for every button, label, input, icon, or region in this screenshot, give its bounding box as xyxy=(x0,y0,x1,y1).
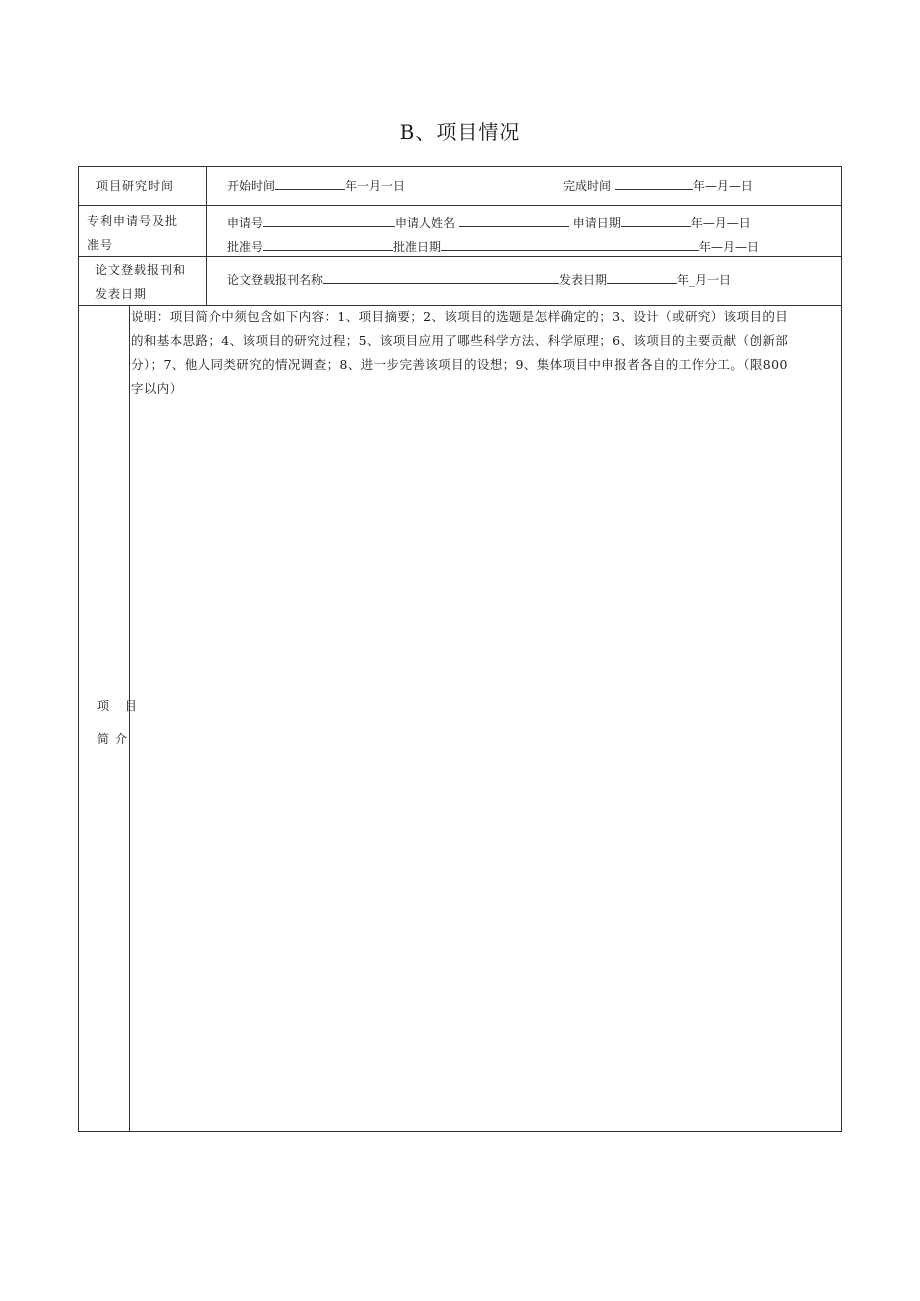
intro-column-divider xyxy=(129,305,130,1131)
application-no-label: 申请号 xyxy=(227,216,264,230)
page-title: B、项目情况 xyxy=(399,120,521,144)
label-column-divider xyxy=(206,167,207,305)
approval-date-blank[interactable] xyxy=(441,237,699,251)
end-time-suffix: 年—月—日 xyxy=(692,179,753,193)
application-date-label: 申请日期 xyxy=(572,216,621,230)
description-line-2: 的和基本思路；4、该项目的研究过程；5、该项目应用了哪些科学方法、科学原理；6、该项目的主要贡献（创新部 xyxy=(131,333,789,348)
patent-label-line2: 准号 xyxy=(87,238,114,252)
journal-blank[interactable] xyxy=(323,270,559,284)
approval-no-blank[interactable] xyxy=(263,237,393,251)
intro-label-line2: 简介 xyxy=(97,732,134,746)
paper-label xyxy=(95,258,186,306)
paper-label-line1: 论文登载报刊和 xyxy=(95,263,187,277)
research-time-label: 项目研究时间 xyxy=(96,179,175,193)
publish-date-blank[interactable] xyxy=(607,270,677,284)
start-time-label: 开始时间 xyxy=(227,179,276,193)
intro-label-line1: 项 目 xyxy=(97,699,143,713)
application-date-suffix: 年—月—日 xyxy=(690,216,751,230)
patent-application-line xyxy=(227,213,751,233)
approval-date-suffix: 年—月—日 xyxy=(699,240,760,254)
paper-line xyxy=(227,270,731,290)
row-divider-1 xyxy=(79,205,841,206)
description-line-1: 说明：项目简介中须包含如下内容：1、项目摘要；2、该项目的选题是怎样确定的；3、设计（或研究）该项目的目 xyxy=(131,309,789,324)
description-line-3: 分）；7、他人同类研究的情况调查；8、进一步完善该项目的设想；9、集体项目中申报者各自的工作分工。（限800 xyxy=(131,357,788,372)
journal-label: 论文登载报刊名称 xyxy=(227,273,324,287)
approval-date-label: 批准日期 xyxy=(393,240,442,254)
end-time-field[interactable] xyxy=(563,176,753,196)
patent-approval-line xyxy=(227,237,759,257)
start-time-field[interactable] xyxy=(227,176,405,196)
paper-label-line2: 发表日期 xyxy=(95,287,148,301)
publish-date-label: 发表日期 xyxy=(559,273,608,287)
applicant-name-blank[interactable] xyxy=(459,213,569,227)
patent-label xyxy=(87,209,178,257)
application-date-blank[interactable] xyxy=(621,213,691,227)
description-line-4: 字以内） xyxy=(131,381,183,396)
publish-date-suffix: 年_月一日 xyxy=(677,273,732,287)
end-time-blank[interactable] xyxy=(615,176,693,190)
intro-description[interactable] xyxy=(131,305,843,401)
end-time-label: 完成时间 xyxy=(563,179,612,193)
applicant-name-label: 申请人姓名 xyxy=(395,216,456,230)
start-time-blank[interactable] xyxy=(275,176,345,190)
project-info-form xyxy=(78,166,842,1132)
approval-no-label: 批准号 xyxy=(227,240,264,254)
start-time-suffix: 年一月一日 xyxy=(345,179,406,193)
application-no-blank[interactable] xyxy=(263,213,395,227)
patent-label-line1: 专利申请号及批 xyxy=(87,214,179,228)
